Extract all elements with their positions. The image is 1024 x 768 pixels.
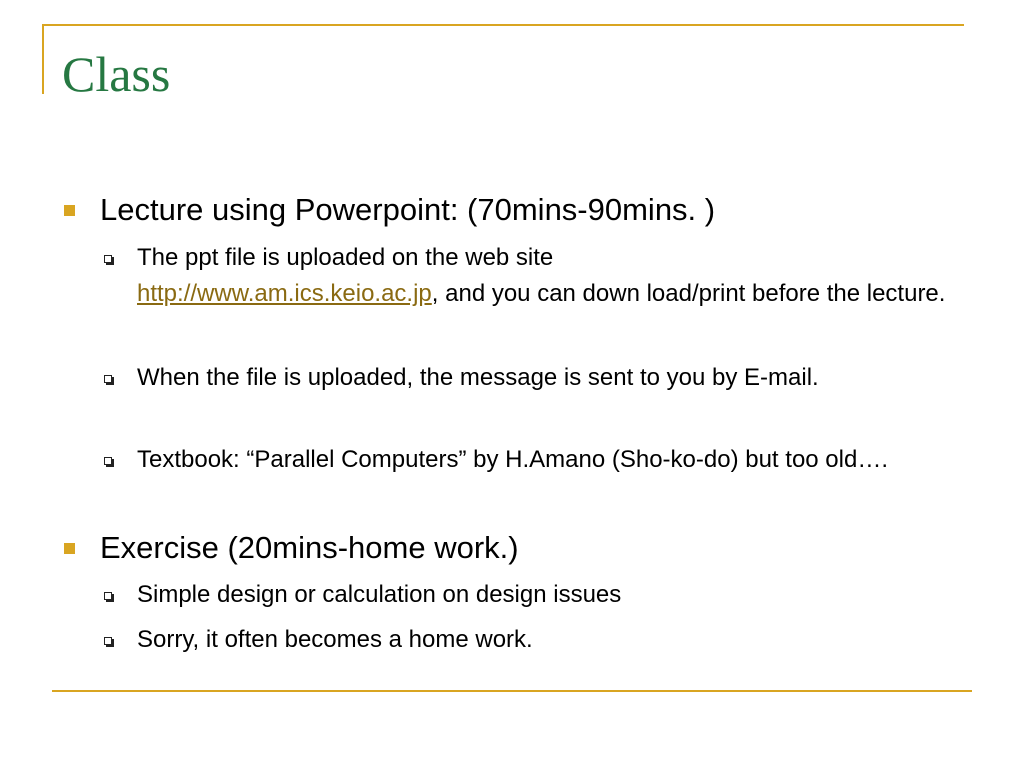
checkbox-bullet-icon <box>104 457 112 465</box>
bullet-text: Lecture using Powerpoint: (70mins-90mins. ) <box>100 192 716 227</box>
sub-bullet-email <box>100 360 950 396</box>
sub-bullet-text-after: , and you can down load/print before the lecture. <box>431 280 946 307</box>
sub-bullet-text: Simple design or calculation on design issues <box>137 581 622 608</box>
sub-bullet-home-work <box>100 622 950 658</box>
checkbox-bullet-icon <box>104 592 112 600</box>
website-link[interactable]: http://www.am.ics.keio.ac.jp <box>137 280 432 307</box>
bullet-text: Exercise (20mins-home work.) <box>100 530 519 565</box>
frame-top-line <box>42 24 964 26</box>
frame-left-line <box>42 24 44 94</box>
square-bullet-icon <box>64 205 75 216</box>
bullet-exercise <box>62 530 922 566</box>
checkbox-bullet-icon <box>104 375 112 383</box>
square-bullet-icon <box>64 543 75 554</box>
frame-bottom-line <box>52 690 972 692</box>
sub-bullet-text <box>137 240 950 312</box>
checkbox-bullet-icon <box>104 255 112 263</box>
bullet-lecture <box>62 192 922 228</box>
checkbox-bullet-icon <box>104 637 112 645</box>
slide-title: Class <box>62 46 171 102</box>
sub-bullet-simple-design <box>100 577 950 613</box>
sub-bullet-ppt-upload <box>100 240 950 312</box>
sub-bullet-text-before: The ppt file is uploaded on the web site <box>137 244 554 271</box>
sub-bullet-text: Sorry, it often becomes a home work. <box>137 626 533 653</box>
sub-bullet-text: Textbook: “Parallel Computers” by H.Amano (Sho-ko-do) but too old…. <box>137 446 888 473</box>
sub-bullet-textbook <box>100 442 950 478</box>
sub-bullet-text: When the file is uploaded, the message is sent to you by E-mail. <box>137 364 819 391</box>
